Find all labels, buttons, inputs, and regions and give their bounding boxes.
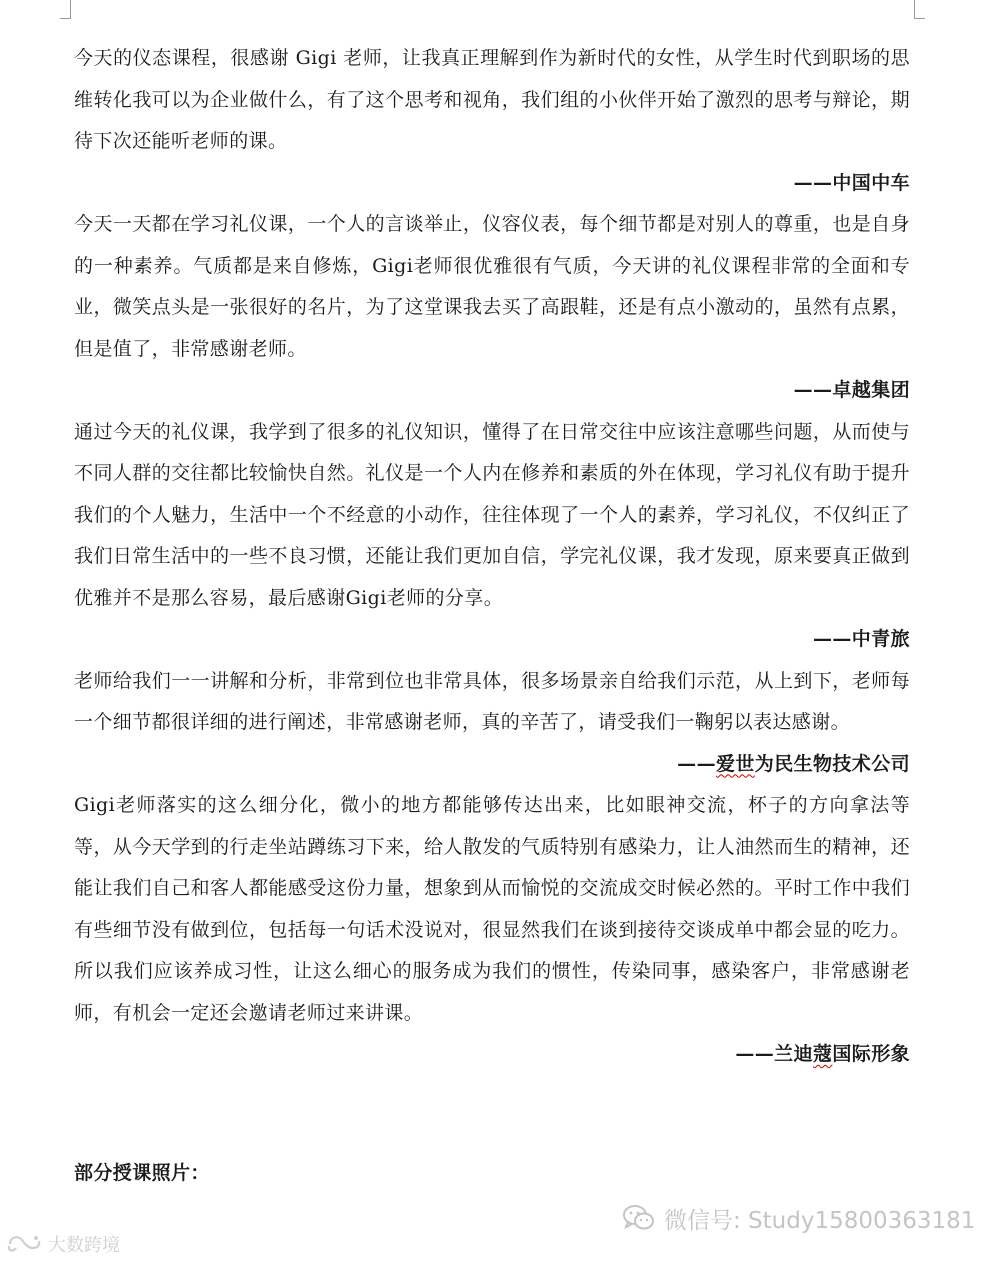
testimonial-signature [74,744,910,786]
section-title: 部分授课照片： [74,1162,210,1184]
testimonial-text: 今天的仪态课程，很感谢 Gigi 老师，让我真正理解到作为新时代的女性，从学生时代到职场的思维转化我可以为企业做什么，有了这个思考和视角，我们组的小伙伴开始了激烈的思考与辩论，期待下次还能听老师的课。 [74,47,910,152]
testimonial-signature [74,1034,910,1076]
signature-prefix: ——兰迪 [735,1043,813,1065]
testimonial-signature: ——卓越集团 [793,379,910,401]
crop-mark-right [914,0,925,19]
wechat-icon [622,1204,656,1232]
wechat-id: 微信号: Study15800363181 [664,1207,976,1234]
signature-prefix: —— [677,752,716,775]
testimonial-signature: ——中青旅 [812,628,910,650]
signature-rest: 国际形象 [832,1043,910,1065]
logo-icon [6,1232,44,1256]
testimonial-text: 今天一天都在学习礼仪课，一个人的言谈举止，仪容仪表，每个细节都是对别人的尊重，也是自身的一种素养。气质都是来自修炼，Gigi老师很优雅很有气质，今天讲的礼仪课程非常的全面和专业，微笑点头是一张很好的名片，为了这堂课我去买了高跟鞋，还是有点小激动的，虽然有点累，但是值了，非常感谢老师。 [74,213,910,360]
logo-text: 大数跨境 [48,1235,120,1256]
testimonial-text: Gigi老师落实的这么细分化，微小的地方都能够传达出来，比如眼神交流，杯子的方向拿法等等，从今天学到的行走坐站蹲练习下来，给人散发的气质特别有感染力，让人油然而生的精神，还能让我们自己和客人都能感受这份力量，想象到从而愉悦的交流成交时候必然的。平时工作中我们有些细节没有做到位，包括每一句话术没说对，很显然我们在谈到接待交谈成单中都会显的吃力。所以我们应该养成习性，让这么细心的服务成为我们的惯性，传染同事，感染客户，非常感谢老师，有机会一定还会邀请老师过来讲课。 [74,794,910,1024]
logo-watermark [6,1231,120,1257]
spellcheck-marked-text: 爱世 [715,752,755,775]
testimonial-text: 老师给我们一一讲解和分析，非常到位也非常具体，很多场景亲自给我们示范，从上到下，老师每一个细节都很详细的进行阐述，非常感谢老师，真的辛苦了，请受我们一鞠躬以表达感谢。 [74,669,910,733]
signature-rest: 为民生物技术公司 [754,752,910,775]
testimonial-text: 通过今天的礼仪课，我学到了很多的礼仪知识，懂得了在日常交往中应该注意哪些问题，从而使与不同人群的交往都比较愉快自然。礼仪是一个人内在修养和素质的外在体现，学习礼仪有助于提升我们的个人魅力，生活中一个不经意的小动作，往往体现了一个人的素养，学习礼仪，不仅纠正了我们日常生活中的一些不良习惯，还能让我们更加自信，学完礼仪课，我才发现，原来要真正做到优雅并不是那么容易，最后感谢Gigi老师的分享。 [74,420,910,609]
spellcheck-marked-text: 蔻 [812,1043,833,1065]
testimonial-signature: ——中国中车 [793,171,910,194]
crop-mark-left [60,0,71,19]
testimonial-list [74,38,910,1076]
wechat-watermark [622,1200,975,1236]
